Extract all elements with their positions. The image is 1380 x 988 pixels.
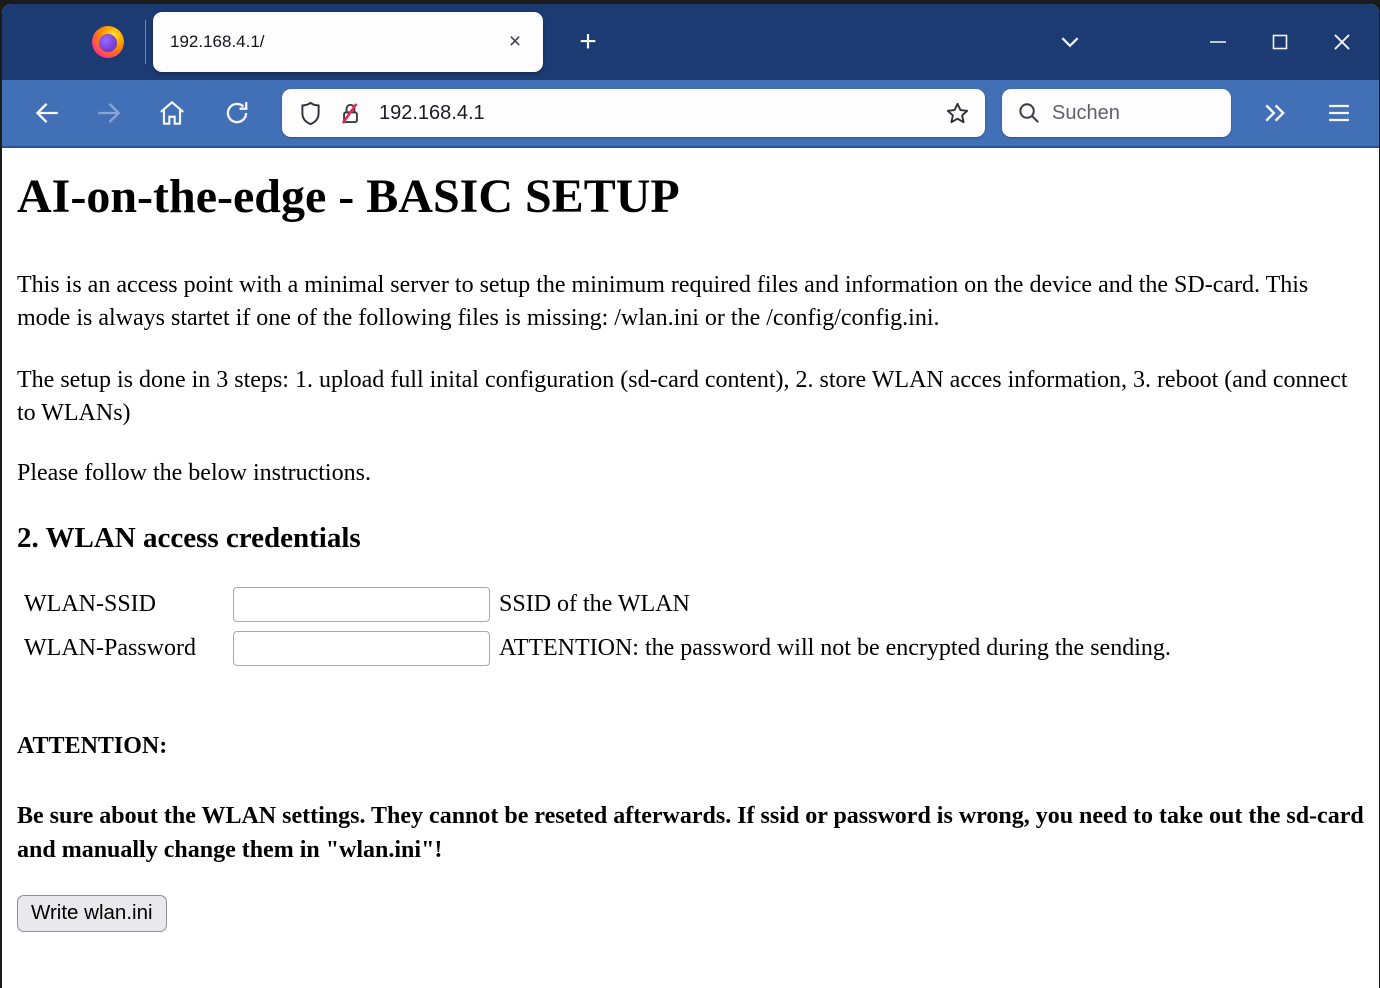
- page-content: [2, 148, 1379, 988]
- active-tab[interactable]: [153, 12, 543, 72]
- overflow-double-chevron-icon[interactable]: [1255, 93, 1295, 133]
- search-icon: [1016, 100, 1042, 126]
- forward-icon[interactable]: [92, 95, 128, 131]
- section-heading-wlan-credentials: 2. WLAN access credentials: [17, 522, 361, 555]
- table-row: [17, 631, 1171, 666]
- wlan-ssid-label: WLAN-SSID: [24, 591, 156, 618]
- attention-heading: ATTENTION:: [17, 733, 168, 760]
- tab-list-chevron-down-icon[interactable]: [1050, 22, 1090, 62]
- tab-strip: [2, 4, 1379, 80]
- page-title: AI-on-the-edge - BASIC SETUP: [17, 170, 680, 223]
- table-row: [17, 587, 1171, 622]
- insecure-lock-icon[interactable]: [337, 100, 364, 127]
- tab-title: 192.168.4.1/: [170, 32, 265, 51]
- wlan-password-description: ATTENTION: the password will not be encrypted during the sending.: [499, 635, 1171, 662]
- firefox-logo-icon: [92, 26, 124, 58]
- wlan-ssid-input[interactable]: [233, 587, 490, 622]
- url-bar[interactable]: [282, 89, 985, 137]
- warning-paragraph: Be sure about the WLAN settings. They cannot be reseted afterwards. If ssid or password is wrong, you need to take out the sd-card and manually change them in "wlan.ini"!: [17, 803, 1364, 863]
- home-icon[interactable]: [154, 95, 190, 131]
- intro-paragraph-2: The setup is done in 3 steps: 1. upload full inital configuration (sd-card content), 2. store WLAN acces information, 3. reboot (and connect to WLANs): [17, 366, 1348, 427]
- write-wlan-ini-button[interactable]: Write wlan.ini: [17, 895, 167, 932]
- minimize-button[interactable]: [1187, 18, 1249, 66]
- browser-window: [2, 4, 1379, 988]
- intro-paragraph-3: Please follow the below instructions.: [17, 460, 371, 487]
- wlan-password-label: WLAN-Password: [24, 635, 196, 662]
- bookmark-star-icon[interactable]: [944, 100, 971, 127]
- wlan-password-input[interactable]: [233, 631, 490, 666]
- back-icon[interactable]: [28, 95, 64, 131]
- maximize-button[interactable]: [1249, 18, 1311, 66]
- navigation-toolbar: [2, 80, 1379, 148]
- tab-separator: [145, 20, 146, 64]
- search-input[interactable]: [1052, 102, 1212, 125]
- intro-paragraph-1: This is an access point with a minimal server to setup the minimum required files and information on the device and the SD-card. This mode is always startet if one of the following files is missing: /wlan.ini or the /config/config.ini.: [17, 271, 1309, 331]
- search-bar[interactable]: [1002, 89, 1231, 137]
- reload-icon[interactable]: [219, 95, 255, 131]
- wlan-credentials-form: [17, 578, 1171, 675]
- url-text: 192.168.4.1: [379, 101, 485, 124]
- hamburger-menu-icon[interactable]: [1319, 93, 1359, 133]
- wlan-ssid-description: SSID of the WLAN: [499, 591, 690, 618]
- new-tab-button[interactable]: +: [571, 25, 605, 59]
- close-window-button[interactable]: [1311, 18, 1373, 66]
- tab-close-icon[interactable]: ×: [501, 28, 529, 56]
- tracking-shield-icon[interactable]: [297, 100, 324, 127]
